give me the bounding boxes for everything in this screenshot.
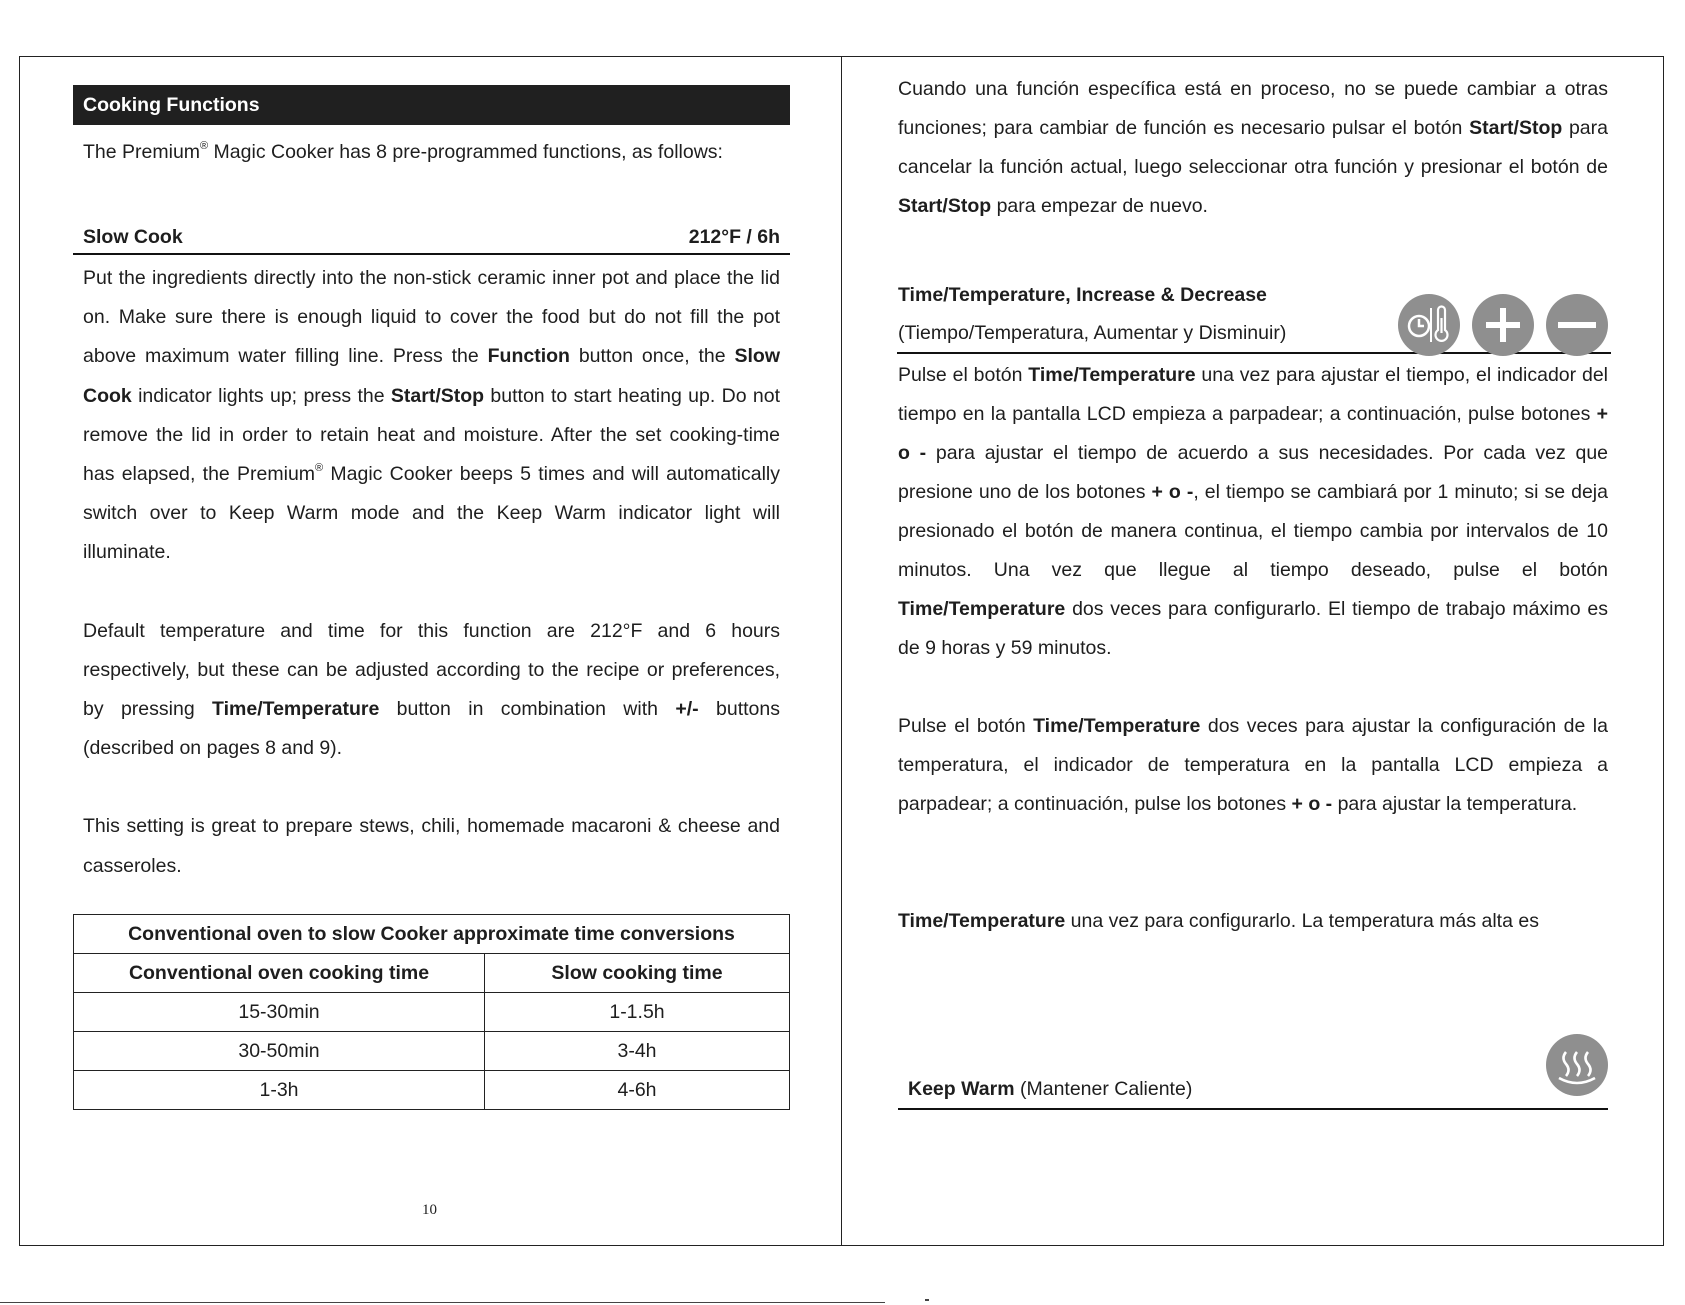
function-name: Slow Cook (83, 226, 183, 248)
bottom-edge-line (0, 1302, 885, 1303)
minus-icon (1546, 294, 1608, 356)
slow-cook-paragraph: Put the ingredients directly into the non-stick ceramic inner pot and place the lid on. Make sure there is enough liquid to cover the food but do not fill the pot above maximum water filling line. Press the Function button once, the Slow Cook indicator lights up; press the Start/Stop button to start heating up. Do not remove the lid in order to retain heat and moisture. After the set cooking-time has elapsed, the Premium® Magic Cooker beeps 5 times and will automatically switch over to Keep Warm mode and the Keep Warm indicator light will illuminate. (83, 267, 781, 564)
page-divider (841, 56, 842, 1246)
section-title: Cooking Functions (73, 85, 790, 125)
usage-paragraph: This setting is great to prepare stews, chili, homemade macaroni & cheese and casseroles. (83, 815, 780, 877)
function-change-paragraph: Cuando una función específica está en proceso, no se puede cambiar a otras funciones; para cambiar de función es necesario pulsar el botón Start/Stop para cancelar la función actual, luego seleccionar otra función y presionar el botón de Start/Stop para empezar de nuevo. (898, 78, 1608, 217)
function-heading (73, 209, 790, 255)
table-row: 15-30min 1-1.5h (74, 993, 790, 1032)
temp-confirm-paragraph: Time/Temperature una vez para configurarlo. La temperatura más alta es (898, 910, 1539, 932)
table-row: 1-3h 4-6h (74, 1071, 790, 1110)
bottom-edge-mark (925, 1299, 929, 1301)
table-header-slow: Slow cooking time (485, 954, 790, 993)
plus-icon (1472, 294, 1534, 356)
temp-adjust-paragraph: Pulse el botón Time/Temperature dos veces para ajustar la configuración de la temperatura, el indicador de temperatura en la pantalla LCD empieza a parpadear; a continuación, pulse los botones + o - para ajustar la temperatura. (898, 715, 1608, 815)
steam-icon (1546, 1034, 1608, 1096)
heading-english: Time/Temperature, Increase & Decrease (898, 284, 1267, 306)
time-adjust-paragraph: Pulse el botón Time/Temperature una vez para ajustar el tiempo, el indicador del tiempo en la pantalla LCD empieza a parpadear; a continuación, pulse botones + o - para ajustar el tiempo de acuerdo a sus necesidades. Por cada vez que presione uno de los botones + o -, el tiempo se cambiará por 1 minuto; si se deja presionado el botón de manera continua, el tiempo cambia por intervalos de 10 minutos. Una vez que llegue al tiempo deseado, pulse el botón Time/Temperature dos veces para configurarlo. El tiempo de trabajo máximo es de 9 horas y 59 minutos. (898, 364, 1609, 659)
table-header-oven: Conventional oven cooking time (74, 954, 485, 993)
conversion-table (73, 914, 790, 1110)
page-number: 10 (422, 1202, 437, 1218)
keep-warm-heading: Keep Warm (Mantener Caliente) (898, 1070, 1608, 1110)
right-page (898, 70, 1608, 941)
heading-spanish: (Tiempo/Temperatura, Aumentar y Disminuir) (898, 322, 1287, 344)
left-page (73, 85, 790, 886)
clock-thermometer-icon (1398, 294, 1460, 356)
function-setting: 212°F / 6h (688, 226, 780, 248)
intro-text: The Premium® Magic Cooker has 8 pre-programmed functions, as follows: (83, 140, 723, 163)
table-row: 30-50min 3-4h (74, 1032, 790, 1071)
time-temp-heading (898, 276, 1608, 352)
table-title: Conventional oven to slow Cooker approximate time conversions (74, 915, 790, 954)
control-icons (1398, 294, 1608, 356)
default-settings-paragraph: Default temperature and time for this function are 212°F and 6 hours respectively, but these can be adjusted according to the recipe or preferences, by pressing Time/Temperature button in combination with +/- buttons (described on pages 8 and 9). (83, 619, 780, 760)
